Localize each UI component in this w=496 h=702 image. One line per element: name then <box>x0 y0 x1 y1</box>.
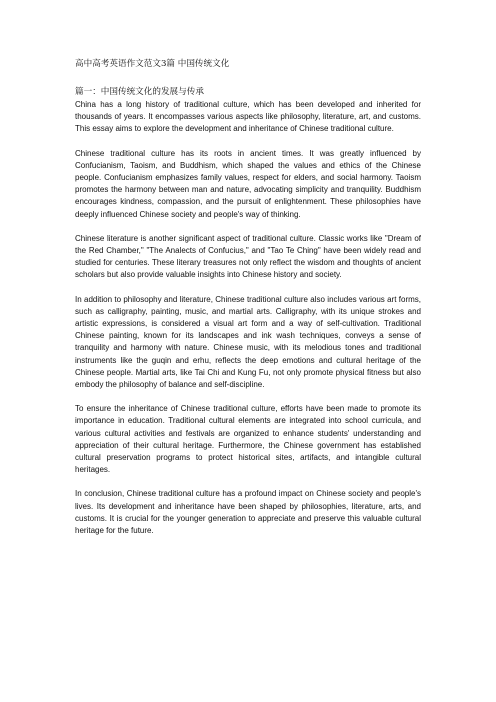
paragraph: In conclusion, Chinese traditional culture has a profound impact on Chinese society and people's lives. Its development and inheritance have been shaped by philosophies, literature, arts, and customs. It is crucial for the younger generation to appreciate and preserve this valuable cultural heritage for the future. <box>75 489 421 536</box>
paragraph: China has a long history of traditional culture, which has been developed and inherited for thousands of years. It encompasses various aspects like philosophy, literature, art, and customs. This essay aims to explore the development and inheritance of Chinese traditional culture. <box>75 100 421 134</box>
document-page <box>75 58 421 549</box>
paragraph: In addition to philosophy and literature, Chinese traditional culture also includes various art forms, such as calligraphy, painting, music, and martial arts. Calligraphy, with its unique strokes and artistic expressions, is considered a visual art form and a way of self-cultivation. Traditional Chinese painting, known for its landscapes and ink wash techniques, conveys a sense of tranquility and harmony with nature. Chinese music, with its melodious tones and traditional instruments like the guqin and erhu, reflects the deep emotions and cultural heritage of the Chinese people. Martial arts, like Tai Chi and Kung Fu, not only promote physical fitness but also embody the philosophy of balance and self-discipline. <box>75 294 421 390</box>
paragraph: Chinese literature is another significant aspect of traditional culture. Classic works like "Dream of the Red Chamber," "The Analects of Confucius," and "Tao Te Ching" have been widely read and studied for centuries. These literary treasures not only reflect the wisdom and thoughts of ancient scholars but also provide valuable insights into Chinese history and society. <box>75 233 421 280</box>
section-title: 篇一：中国传统文化的发展与传承 <box>75 87 204 97</box>
document-title: 高中高考英语作文范文3篇 中国传统文化 <box>75 59 230 69</box>
paragraph: To ensure the inheritance of Chinese traditional culture, efforts have been made to promote its importance in education. Traditional cultural elements are integrated into school curricula, and various cultural activities and festivals are organized to enhance students' understanding and appreciation of their cultural heritage. Furthermore, the Chinese government has established cultural preservation programs to protect historical sites, artifacts, and intangible cultural heritages. <box>75 404 421 475</box>
paragraph: Chinese traditional culture has its roots in ancient times. It was greatly influenced by Confucianism, Taoism, and Buddhism, which shaped the values and ethics of the Chinese people. Confucianism emphasizes family values, respect for elders, and social harmony. Taoism promotes the harmony between man and nature, advocating simplicity and tranquility. Buddhism encourages kindness, compassion, and the pursuit of enlightenment. These philosophies have deeply influenced Chinese society and people's way of thinking. <box>75 148 421 219</box>
